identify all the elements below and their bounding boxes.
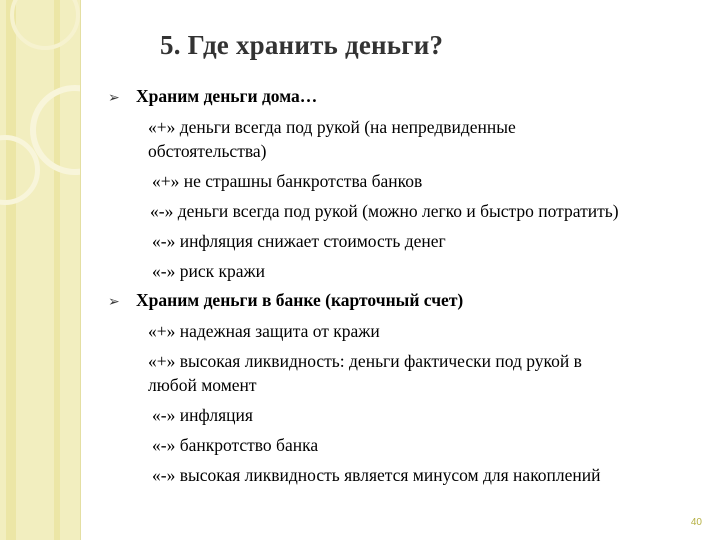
section-heading-text: Храним деньги в банке (карточный счет) (136, 290, 464, 310)
list-item: любой момент (148, 375, 257, 395)
slide-title: 5. Где хранить деньги? (160, 30, 444, 60)
decorative-ring (10, 0, 80, 50)
list-item: «-» деньги всегда под рукой (можно легко и быстро потратить) (150, 201, 619, 221)
arrow-bullet-icon: ➢ (108, 90, 120, 106)
section-heading-text: Храним деньги дома… (136, 86, 318, 106)
sidebar-stripe (54, 0, 60, 540)
section-heading (108, 290, 463, 311)
list-item: «+» деньги всегда под рукой (на непредвиденные (148, 117, 516, 137)
list-item: «+» высокая ликвидность: деньги фактически под рукой в (148, 351, 582, 371)
list-item: «+» не страшны банкротства банков (152, 171, 423, 191)
list-item: «-» риск кражи (152, 261, 265, 281)
list-item: «-» высокая ликвидность является минусом для накоплений (152, 465, 601, 485)
list-item: «+» надежная защита от кражи (148, 321, 380, 341)
list-item: «-» банкротство банка (152, 435, 319, 455)
sidebar-stripe (6, 0, 16, 540)
section-heading (108, 86, 317, 107)
page-number: 40 (690, 517, 702, 528)
list-item: обстоятельства) (148, 141, 267, 161)
decorative-sidebar (0, 0, 81, 540)
arrow-bullet-icon: ➢ (108, 294, 120, 310)
list-item: «-» инфляция снижает стоимость денег (152, 231, 446, 251)
list-item: «-» инфляция (152, 405, 253, 425)
